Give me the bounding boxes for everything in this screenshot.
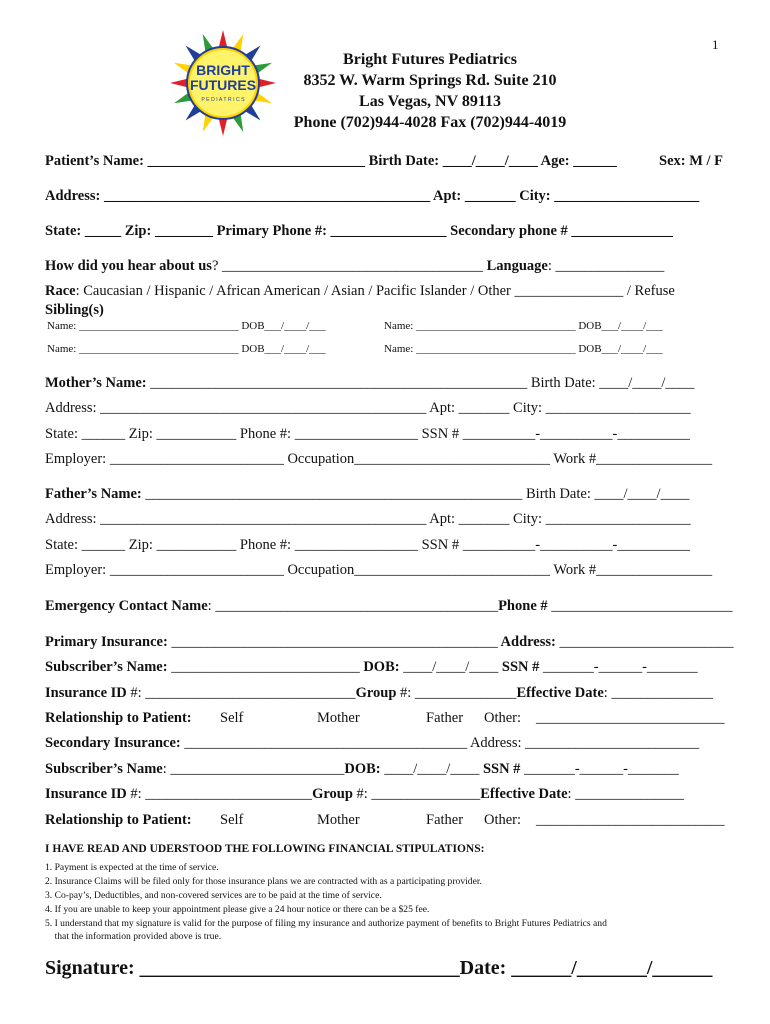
mother-employer-line[interactable]: Employer: ________________________ Occupation___________________________ Work #________________ <box>45 451 713 467</box>
primary-rel-self[interactable]: Self <box>220 710 244 726</box>
secondary-rel-father[interactable]: Father <box>426 812 464 828</box>
hear-about-line[interactable] <box>45 257 664 275</box>
stipulation-item: 3. Co-pay’s, Deductibles, and non-covered services are to be paid at the time of service. <box>45 890 382 901</box>
bright-futures-logo <box>168 28 278 138</box>
secondary-address-field[interactable]: ________________________ <box>521 735 700 751</box>
primary-id-line[interactable] <box>45 684 713 702</box>
date-field[interactable]: ______/_______/______ <box>506 957 713 979</box>
sun-logo-icon <box>168 28 278 138</box>
patient-address-line[interactable]: Address: _____________________________________________ Apt: _______ City: ____________________ <box>45 188 700 204</box>
father-name-line[interactable] <box>45 485 690 503</box>
primary-rel-father[interactable]: Father <box>426 710 464 726</box>
secondary-rel-mother[interactable]: Mother <box>317 812 360 828</box>
primary-group-field[interactable]: #: ______________ <box>396 685 517 701</box>
sibling-row-2-right[interactable]: Name: _____________________________ DOB___/____/___ <box>384 343 663 355</box>
secondary-dob-label: DOB: <box>344 761 381 777</box>
practice-city: Las Vegas, NV 89113 <box>359 93 501 110</box>
primary-insurance-label: Primary Insurance: <box>45 634 168 650</box>
primary-address-label: Address: <box>497 634 556 650</box>
sibling-row-2-left[interactable]: Name: _____________________________ DOB___/____/___ <box>47 343 326 355</box>
page-number: 1 <box>712 37 719 52</box>
father-name-field[interactable]: ____________________________________________________ Birth Date: ____/____/____ <box>141 486 690 502</box>
secondary-insurance-label: Secondary Insurance: <box>45 735 181 751</box>
logo-line3: P E D I A T R I C S <box>201 97 245 103</box>
patient-name-line[interactable]: Patient’s Name: ______________________________ Birth Date: ____/____/____ Age: ______ <box>45 153 617 169</box>
secondary-relationship-label: Relationship to Patient: <box>45 812 192 828</box>
primary-dob-field[interactable]: ____/____/____ <box>399 659 502 675</box>
race-line[interactable] <box>45 282 675 300</box>
mother-name-field[interactable]: ____________________________________________________ Birth Date: ____/____/____ <box>146 375 695 391</box>
hear-label: How did you hear about us <box>45 258 212 274</box>
stipulation-item: that the information provided above is true. <box>45 931 222 942</box>
practice-phone: Phone (702)944-4028 Fax (702)944-4019 <box>293 114 567 131</box>
emergency-phone-label: Phone # <box>498 598 548 614</box>
primary-subscriber-line[interactable] <box>45 658 698 676</box>
primary-effective-label: Effective Date <box>516 685 604 701</box>
stipulation-item: 1. Payment is expected at the time of service. <box>45 862 219 873</box>
siblings-label: Sibling(s) <box>45 302 104 318</box>
primary-relationship-label: Relationship to Patient: <box>45 710 192 726</box>
sex-field[interactable]: Sex: M / F <box>659 153 724 169</box>
mother-name-line[interactable] <box>45 374 694 392</box>
primary-id-label: Insurance ID <box>45 685 127 701</box>
secondary-effective-label: Effective Date <box>480 786 568 802</box>
father-state-line[interactable]: State: ______ Zip: ___________ Phone #: _________________ SSN # __________-__________-__________ <box>45 537 690 553</box>
stipulation-item: 4. If you are unable to keep your appointment please give a 24 hour notice or there can be a $25 fee. <box>45 904 430 915</box>
stipulations-heading: I HAVE READ AND UDERSTOOD THE FOLLOWING FINANCIAL STIPULATIONS: <box>45 843 485 855</box>
language-field[interactable]: : _______________ <box>547 258 665 274</box>
secondary-id-label: Insurance ID <box>45 786 127 802</box>
secondary-insurance-line[interactable] <box>45 734 699 752</box>
logo-line2: FUTURES <box>189 77 257 93</box>
secondary-ssn-field[interactable]: _______-______-_______ <box>520 761 679 777</box>
primary-subscriber-field[interactable]: __________________________ <box>167 659 360 675</box>
primary-rel-other-field[interactable]: __________________________ <box>536 710 725 726</box>
hear-field[interactable]: ? ____________________________________ <box>211 258 487 274</box>
secondary-effective-field[interactable]: : _______________ <box>567 786 684 802</box>
emergency-label: Emergency Contact Name <box>45 598 208 614</box>
secondary-subscriber-line[interactable] <box>45 760 679 778</box>
secondary-dob-field[interactable]: ____/____/____ <box>380 761 483 777</box>
sibling-row-1-left[interactable]: Name: _____________________________ DOB___/____/___ <box>47 320 326 332</box>
logo-line1: BRIGHT <box>196 62 250 78</box>
mother-state-line[interactable]: State: ______ Zip: ___________ Phone #: _________________ SSN # __________-__________-__________ <box>45 426 690 442</box>
emergency-contact-line[interactable] <box>45 597 733 615</box>
signature-line[interactable] <box>45 956 712 980</box>
mother-name-label: Mother’s Name: <box>45 375 147 391</box>
primary-id-field[interactable]: #: _____________________________ <box>126 685 356 701</box>
stipulation-item: 5. I understand that my signature is valid for the purpose of filing my insurance and authorize payment of benefits to Bright Futures Pediatrics and <box>45 918 607 929</box>
primary-insurance-field[interactable]: _____________________________________________ <box>167 634 498 650</box>
primary-rel-other[interactable]: Other: <box>484 710 522 726</box>
father-name-label: Father’s Name: <box>45 486 142 502</box>
race-options[interactable]: : Caucasian / Hispanic / African American / Asian / Pacific Islander / Other _______________ / Refuse <box>75 283 675 299</box>
primary-address-field[interactable]: ________________________ <box>555 634 734 650</box>
secondary-id-line[interactable] <box>45 785 684 803</box>
secondary-group-label: Group <box>312 786 353 802</box>
secondary-rel-self[interactable]: Self <box>220 812 244 828</box>
primary-ssn-label: SSN # <box>501 659 540 675</box>
secondary-id-field[interactable]: #: _______________________ <box>126 786 313 802</box>
primary-effective-field[interactable]: : ______________ <box>603 685 713 701</box>
father-employer-line[interactable]: Employer: ________________________ Occupation___________________________ Work #________________ <box>45 562 713 578</box>
practice-address: 8352 W. Warm Springs Rd. Suite 210 <box>303 72 557 89</box>
date-label: Date: <box>459 957 507 979</box>
primary-insurance-line[interactable] <box>45 633 733 651</box>
primary-group-label: Group <box>355 685 397 701</box>
race-label: Race <box>45 283 76 299</box>
primary-rel-mother[interactable]: Mother <box>317 710 360 726</box>
secondary-rel-other[interactable]: Other: <box>484 812 522 828</box>
primary-dob-label: DOB: <box>359 659 400 675</box>
stipulation-item: 2. Insurance Claims will be filed only for those insurance plans we are contracted with as a participating provider. <box>45 876 482 887</box>
secondary-ssn-label: SSN # <box>482 761 521 777</box>
patient-state-line[interactable]: State: _____ Zip: ________ Primary Phone #: ________________ Secondary phone # ______________ <box>45 223 673 239</box>
practice-name: Bright Futures Pediatrics <box>343 51 517 68</box>
emergency-phone-field[interactable]: _________________________ <box>547 598 733 614</box>
secondary-subscriber-field[interactable]: : ________________________ <box>162 761 345 777</box>
secondary-insurance-field[interactable]: _______________________________________ <box>180 735 468 751</box>
secondary-subscriber-label: Subscriber’s Name <box>45 761 163 777</box>
sibling-row-1-right[interactable]: Name: _____________________________ DOB___/____/___ <box>384 320 663 332</box>
father-address-line[interactable]: Address: _____________________________________________ Apt: _______ City: ____________________ <box>45 511 691 527</box>
language-label: Language <box>486 258 548 274</box>
mother-address-line[interactable]: Address: _____________________________________________ Apt: _______ City: ____________________ <box>45 400 691 416</box>
signature-field[interactable]: ________________________________ <box>134 957 460 979</box>
signature-label: Signature: <box>45 957 135 979</box>
primary-ssn-field[interactable]: _______-______-_______ <box>539 659 698 675</box>
secondary-address-label: Address: <box>467 735 522 751</box>
emergency-field[interactable]: : _______________________________________ <box>207 598 499 614</box>
secondary-rel-other-field[interactable]: __________________________ <box>536 812 725 828</box>
primary-subscriber-label: Subscriber’s Name: <box>45 659 168 675</box>
secondary-group-field[interactable]: #: _______________ <box>352 786 481 802</box>
